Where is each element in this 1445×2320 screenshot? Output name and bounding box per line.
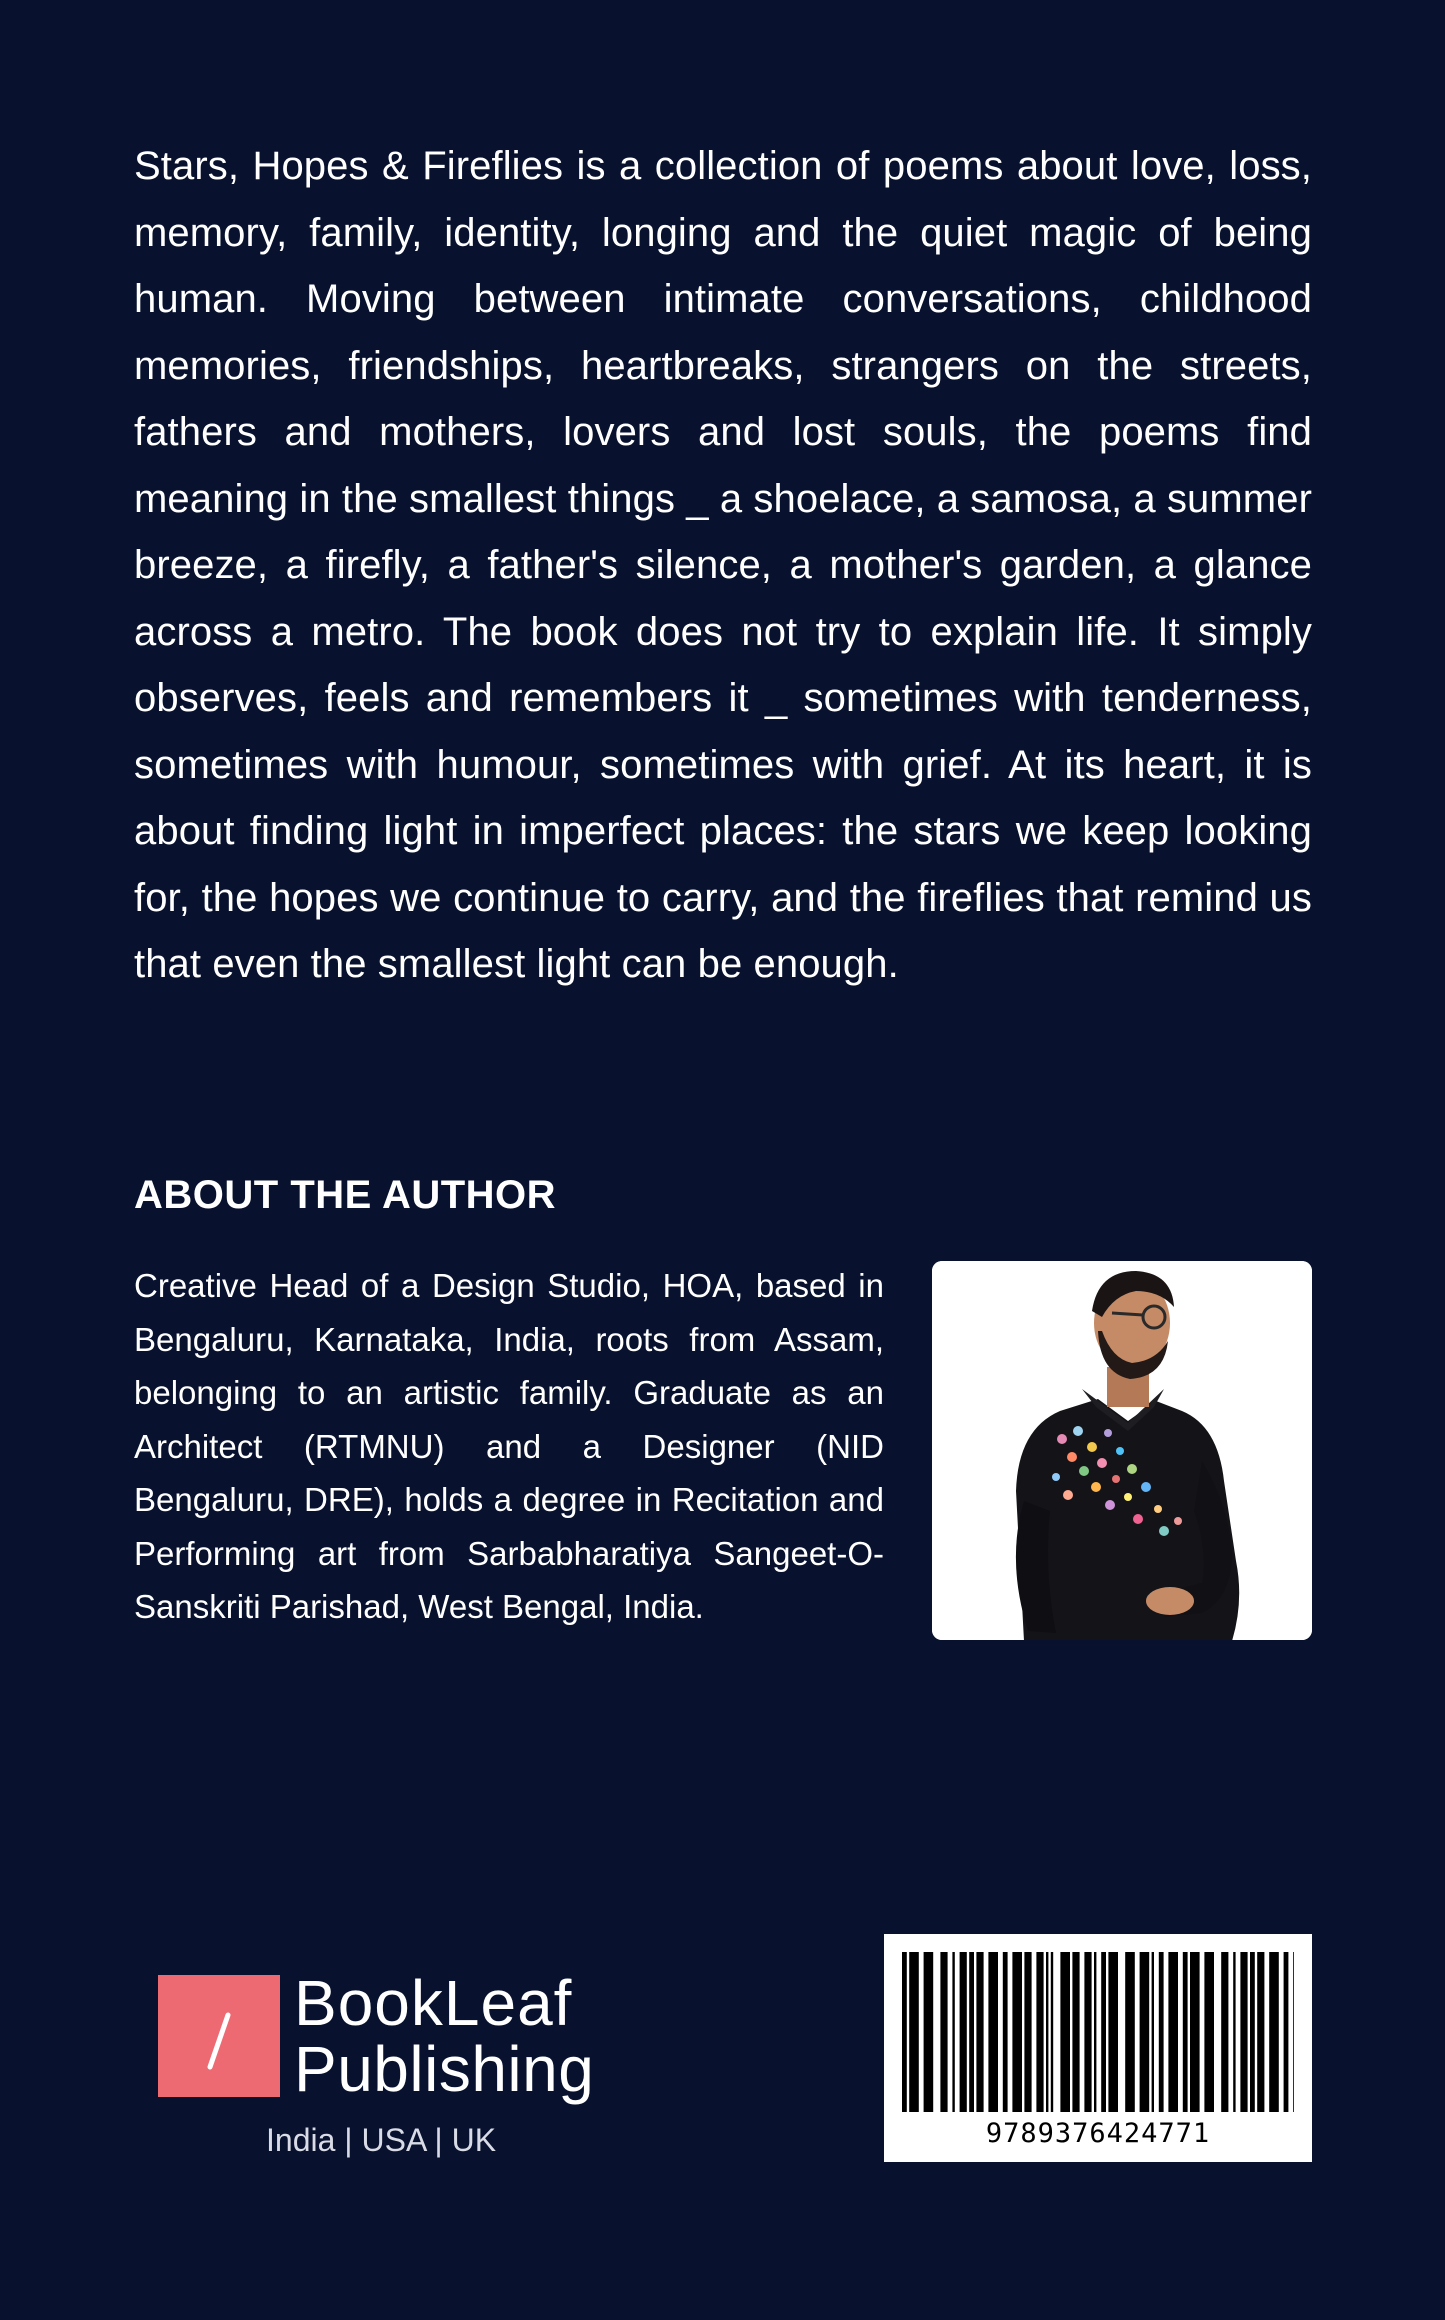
barcode-bar (1084, 1952, 1091, 2112)
bookleaf-mark (158, 1975, 280, 2097)
barcode-bar (1140, 1952, 1150, 2112)
barcode-bar (960, 1952, 967, 2112)
barcode-bar (969, 1952, 974, 2112)
publisher-name-line1: BookLeaf (294, 1967, 573, 2039)
barcode-bar (988, 1952, 998, 2112)
barcode-bar (1094, 1952, 1096, 2112)
barcode-bar (1024, 1952, 1031, 2112)
book-blurb: Stars, Hopes & Fireflies is a collection of poems about love, loss, memory, family, identity, longing and the quiet magic of being human. Moving between intimate conversations, childhood memories, friendships, heartbreaks, strangers on the streets, fathers and mothers, lovers and lost souls, the poems find meaning in the smallest things _ a shoelace, a samosa, a summer breeze, a firefly, a father's silence, a mother's garden, a glance across a metro. The book does not try to explain life. It simply observes, feels and remembers it _ sometimes with tenderness, sometimes with humour, sometimes with grief. At its heart, it is about finding light in imperfect places: the stars we keep looking for, the hopes we continue to carry, and the fireflies that remind us that even the smallest light can be enough. (134, 144, 1312, 986)
barcode-bar (924, 1952, 934, 2112)
about-author-text: Creative Head of a Design Studio, HOA, based in Bengaluru, Karnataka, India, roots from Assam, belonging to an artistic family. Graduate as an Architect (RTMNU) and a Designer (NID Bengaluru, DRE), holds a degree in Recitation and Performing art from Sarbabharatiya Sangeet-O-Sanskriti Parishad, West Bengal, India. (134, 1267, 884, 1625)
barcode-bar (1190, 1952, 1200, 2112)
barcode-bar (1284, 1952, 1289, 2112)
barcode-bar (1250, 1952, 1255, 2112)
publisher-logo (158, 1967, 628, 2170)
barcode-bar (902, 1952, 907, 2112)
barcode-bar (1221, 1952, 1228, 2112)
barcode-bar (1269, 1952, 1279, 2112)
barcode-bar (1159, 1952, 1164, 2112)
barcode-bar (1051, 1952, 1053, 2112)
barcode-bar (1046, 1952, 1048, 2112)
isbn-barcode (884, 1934, 1312, 2162)
barcode-bar (1240, 1952, 1247, 2112)
barcode-bar (1125, 1952, 1135, 2112)
barcode-bars (884, 1934, 1312, 2119)
slash-mark-icon (158, 1975, 280, 2097)
barcode-bar (1072, 1952, 1079, 2112)
barcode-bar (1108, 1952, 1118, 2112)
publisher-regions: India | USA | UK (266, 2122, 497, 2158)
barcode-bar (1060, 1952, 1070, 2112)
publisher-name-line2: Publishing (294, 2033, 595, 2105)
barcode-bar (1257, 1952, 1264, 2112)
isbn-number: 9789376424771 (985, 2118, 1211, 2149)
barcode-bar (1233, 1952, 1235, 2112)
author-portrait-illustration (932, 1261, 1312, 1640)
barcode-bar (976, 1952, 983, 2112)
about-author-heading: ABOUT THE AUTHOR (134, 1173, 557, 1217)
barcode-bar (1168, 1952, 1178, 2112)
barcode-bar (940, 1952, 947, 2112)
barcode-bar (1293, 1952, 1294, 2112)
author-photo (932, 1261, 1312, 1640)
barcode-bar (1003, 1952, 1008, 2112)
barcode-bar (1204, 1952, 1214, 2112)
barcode-bar (1152, 1952, 1154, 2112)
barcode-bar (1101, 1952, 1106, 2112)
barcode-bar (952, 1952, 954, 2112)
barcode-bar (1183, 1952, 1188, 2112)
barcode-bar (1012, 1952, 1022, 2112)
barcode-bar (909, 1952, 919, 2112)
barcode-bar (1036, 1952, 1043, 2112)
